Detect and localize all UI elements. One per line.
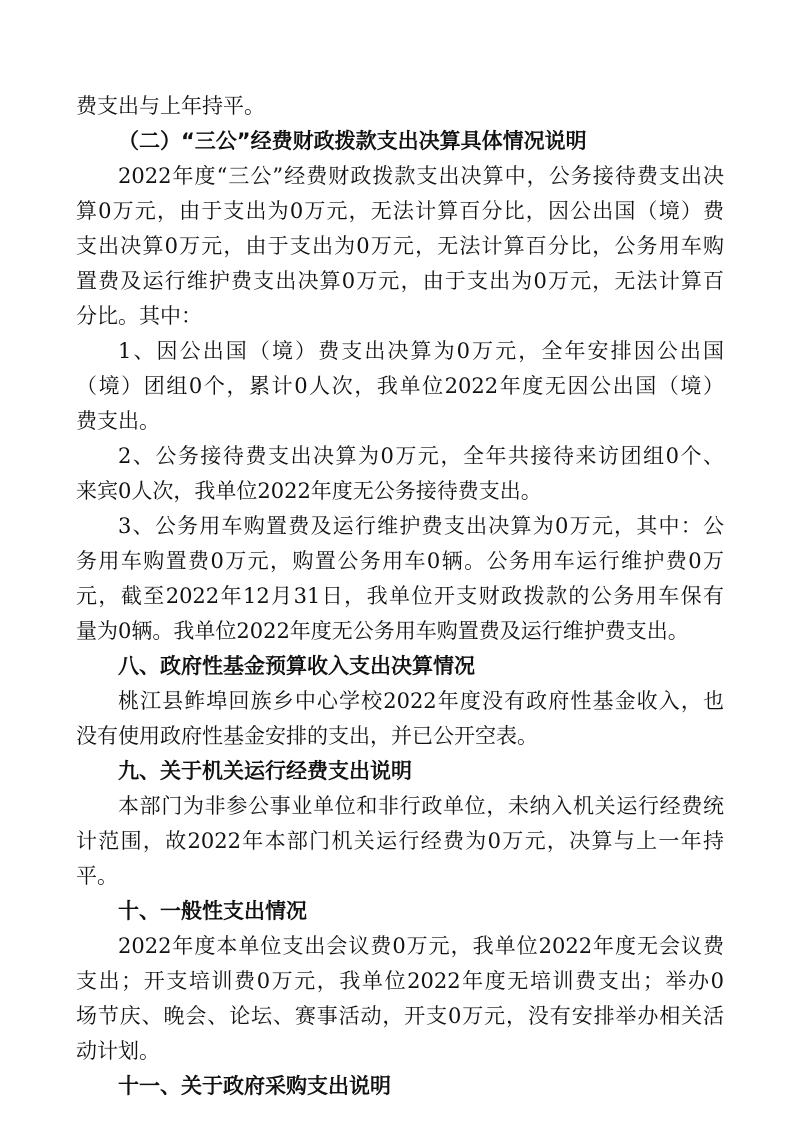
paragraph-line: 置费及运行维护费支出决算0万元，由于支出为0万元，无法计算百	[76, 269, 724, 293]
section-heading: 八、政府性基金预算收入支出决算情况	[118, 654, 475, 678]
paragraph-line: （境）团组0个，累计0人次，我单位2022年度无因公出国（境）	[76, 374, 724, 398]
paragraph-line: 2022年度本单位支出会议费0万元，我单位2022年度无会议费	[118, 934, 724, 958]
section-heading: 十、一般性支出情况	[118, 899, 307, 923]
paragraph-line: 平。	[76, 864, 118, 888]
paragraph-line: 本部门为非参公事业单位和非行政单位，未纳入机关运行经费统	[118, 794, 724, 818]
paragraph-line: 计范围，故2022年本部门机关运行经费为0万元，决算与上一年持	[76, 829, 724, 853]
paragraph-line: 1、因公出国（境）费支出决算为0万元，全年安排因公出国	[118, 339, 724, 363]
paragraph-line: 元，截至2022年12月31日，我单位开支财政拨款的公务用车保有	[76, 584, 724, 608]
paragraph-line: 2022年度“三公”经费财政拨款支出决算中，公务接待费支出决	[118, 164, 724, 188]
paragraph-line: 量为0辆。我单位2022年度无公务用车购置费及运行维护费支出。	[76, 619, 689, 643]
paragraph-line: 动计划。	[76, 1039, 160, 1063]
paragraph-line: 没有使用政府性基金安排的支出，并已公开空表。	[76, 724, 538, 748]
paragraph-line: 场节庆、晚会、论坛、赛事活动，开支0万元，没有安排举办相关活	[76, 1004, 724, 1028]
paragraph-line: 来宾0人次，我单位2022年度无公务接待费支出。	[76, 479, 542, 503]
paragraph-line: 算0万元，由于支出为0万元，无法计算百分比，因公出国（境）费	[76, 199, 724, 223]
paragraph-line: 费支出。	[76, 409, 160, 433]
paragraph-line: 桃江县鲊埠回族乡中心学校2022年度没有政府性基金收入，也	[118, 689, 724, 713]
section-heading: 十一、关于政府采购支出说明	[118, 1074, 391, 1098]
paragraph-line: 支出；开支培训费0万元，我单位2022年度无培训费支出；举办0	[76, 969, 724, 993]
paragraph-line: 3、公务用车购置费及运行维护费支出决算为0万元，其中：公	[118, 514, 724, 538]
section-heading: （二）“三公”经费财政拨款支出决算具体情况说明	[118, 129, 587, 153]
section-heading: 九、关于机关运行经费支出说明	[118, 759, 412, 783]
paragraph-line: 务用车购置费0万元，购置公务用车0辆。公务用车运行维护费0万	[76, 549, 724, 573]
paragraph-line: 分比。其中：	[76, 304, 202, 328]
paragraph-line: 支出决算0万元，由于支出为0万元，无法计算百分比，公务用车购	[76, 234, 724, 258]
paragraph-line: 2、公务接待费支出决算为0万元，全年共接待来访团组0个、	[118, 444, 724, 468]
paragraph-line: 费支出与上年持平。	[76, 94, 265, 118]
